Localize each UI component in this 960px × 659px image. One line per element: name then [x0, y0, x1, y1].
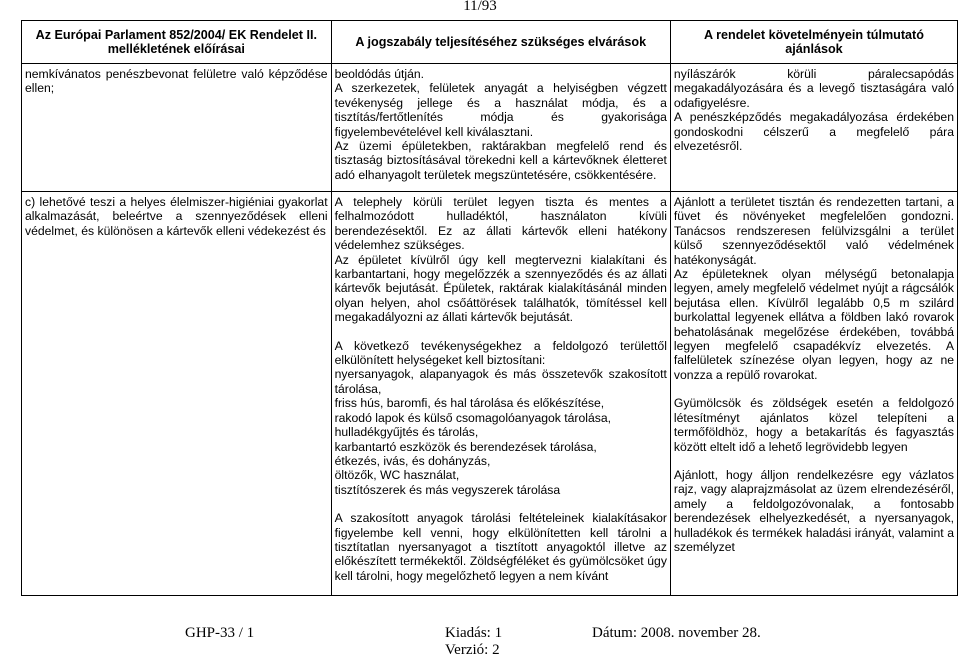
- regulation-cell: [22, 64, 332, 192]
- table-header-row: [22, 21, 958, 64]
- paragraph: nyílászárók körüli páralecsapódás megakadályozására és a levegő tisztaságára való odafigyelésre.: [673, 67, 954, 110]
- list-item: karbantartó eszközök és berendezések tárolása,: [334, 439, 597, 454]
- list-item: hulladékgyűjtés és tárolás,: [334, 425, 479, 440]
- paragraph: beoldódás útján.: [334, 67, 425, 81]
- paragraph: A penészképződés megakadályozása érdekében gondoskodni célszerű a megfelelő pára elvezetésről.: [673, 110, 954, 154]
- paragraph: Ajánlott a területet tisztán és rendezetten tartani, a füvet és növényeket megfelelően gondozni. Tanácsos rendszeresen felülvizsgálni a terület külső szennyeződésektől való védelmének hatékonyságát.: [673, 195, 954, 267]
- list-item: friss hús, baromfi, és hal tárolása és előkészítése,: [334, 396, 605, 411]
- list-item: öltözők, WC használat,: [334, 468, 460, 483]
- paragraph: A telephely körüli terület legyen tiszta és mentes a felhalmozódott hulladéktól, használaton kívüli berendezésektől. Ez az állati kártevők elleni hatékony védelemhez szükséges.: [334, 195, 667, 253]
- paragraph: A következő tevékenységekhez a feldolgozó területtől elkülönített helységeket kell biztosítani:: [334, 338, 667, 368]
- paragraph: A szerkezetek, felületek anyagát a helyiségben végzett tevékenység jellege és a használat módja, és a tisztítás/fertőtlenítés módja és gyakorisága figyelembevételével kell kiválasztani.: [334, 81, 667, 139]
- edition-label: Kiadás: 1: [445, 625, 503, 641]
- regulation-cell: [22, 192, 332, 596]
- table-row: [22, 64, 958, 192]
- paragraph: Ajánlott, hogy álljon rendelkezésre egy vázlatos rajz, vagy alaprajzmásolat az üzem elrendezéséről, amely a feldolgozóvonalak, a fontosabb berendezések elhelyezkedését, a nyersanyagok, hulladékok és termékek haladási irányát, valamint a személyzet: [673, 467, 954, 554]
- paragraph: Gyümölcsök és zöldségek esetén a feldolgozó létesítményt ajánlatos közel telepíteni a termőföldhöz, hogy a betakarítás és fagyasztás között eltelt idő a lehető legrövidebb legyen: [673, 396, 954, 454]
- expectations-cell: [331, 192, 670, 596]
- expectations-cell: [331, 64, 670, 192]
- list-item: tisztítószerek és más vegyszerek tárolása: [334, 482, 561, 497]
- recommendations-cell: [670, 64, 957, 192]
- header-regulation: Az Európai Parlament 852/2004/ EK Rendelet II. mellékletének előírásai: [22, 21, 332, 64]
- date-label: Dátum: 2008. november 28.: [592, 625, 761, 641]
- list-item: étkezés, ivás, és dohányzás,: [334, 453, 491, 468]
- document-id: GHP-33 / 1: [185, 625, 255, 641]
- header-expectations: A jogszabály teljesítéséhez szükséges elvárások: [331, 21, 670, 64]
- list-item: rakodó lapok és külső csomagolóanyagok tárolása,: [334, 410, 612, 425]
- regulation-text: nemkívánatos penészbevonat felületre való képződése ellen;: [25, 67, 328, 96]
- page-footer: [0, 623, 960, 659]
- version-label: Verzió: 2: [445, 642, 500, 658]
- paragraph: A szakosított anyagok tárolási feltételeinek kialakításakor figyelembe kell venni, hogy elkülönítetten kell tárolni a tisztítatlan nyersanyagot a tisztított anyagoktól illetve az előkészített termékektől. Zöldségféléket és gyümölcsöket úgy kell tárolni, hogy megelőzhető legyen a nem kívánt: [334, 511, 667, 583]
- table-row: [22, 192, 958, 596]
- paragraph: Az épületeknek olyan mélységű betonalapja legyen, amely megfelelő védelmet nyújt a rágcsálók bejutása ellen. Kívülről legalább 0,5 m szilárd burkolattal legyenek ellátva a földben lakó rovarok behatolásának megelőzése érdekében, továbbá legyen megfelelő csapadékvíz elvezetés. A falfelületek színezése olyan legyen, hogy az ne vonzza a repülő rovarokat.: [673, 267, 954, 382]
- header-recommendations: A rendelet követelményein túlmutató ajánlások: [670, 21, 957, 64]
- page-number: 11/93: [463, 0, 497, 14]
- paragraph: Az épületet kívülről úgy kell megtervezni kialakítani és karbantartani, hogy megelőzzék a szennyeződés és az állati kártevők bejutását. Épületek, raktárak kialakításánál minden olyan helyen, ahol csőáttörések találhatók, tömítéssel kell megakadályozni az állati kártevők bejutását.: [334, 252, 667, 325]
- recommendations-cell: [670, 192, 957, 596]
- regulation-text: c) lehetővé teszi a helyes élelmiszer-higiéniai gyakorlat alkalmazását, beleértve a szennyeződések elleni védelmet, és különösen a kártevők elleni védekezést és: [25, 195, 328, 238]
- list-item: nyersanyagok, alapanyagok és más összetevők szakosított tárolása,: [334, 367, 667, 396]
- requirements-table: [21, 20, 958, 596]
- paragraph: Az üzemi épületekben, raktárakban megfelelő rend és tisztaság biztosításával törekedni kell a kártevőknek életteret adó elhanyagolt területek megszüntetésére, csökkentésére.: [334, 139, 667, 182]
